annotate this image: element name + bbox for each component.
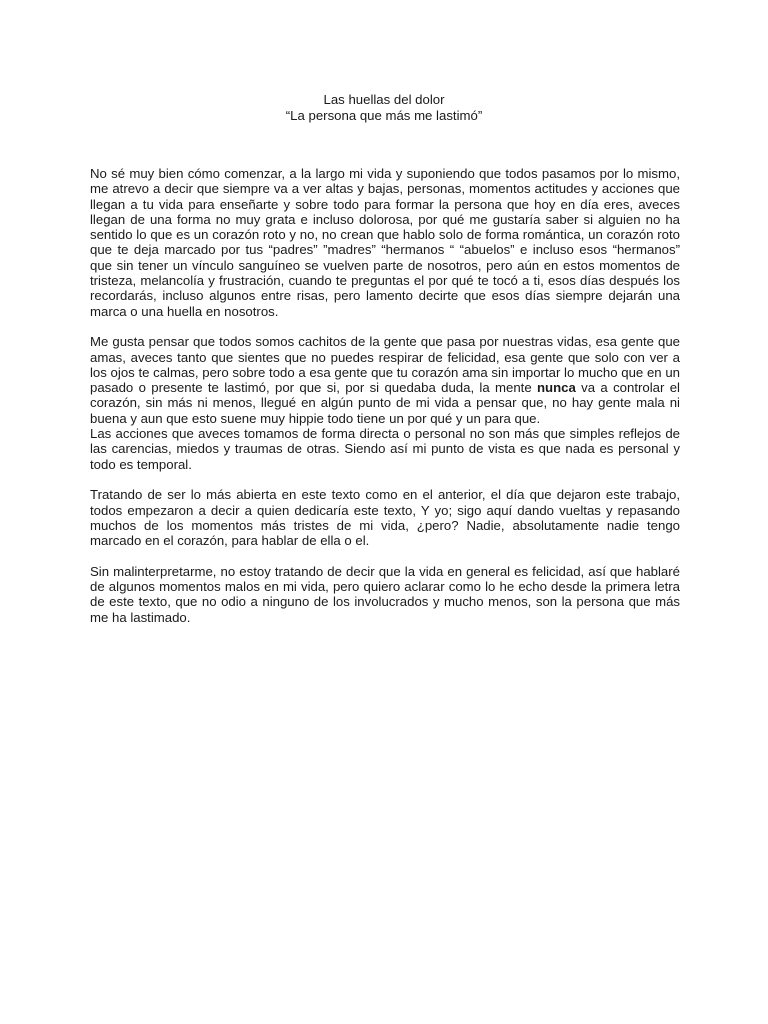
paragraph-2-start: Me gusta pensar que todos somos cachitos de la gente que pasa por nuestras vidas, esa gente que amas, aveces tanto que sientes que no puedes respirar de felicidad, esa gente que solo con ver a los ojos te calmas, pero sobre todo a esa gente que tu corazón ama sin importar lo mucho que en un pasado o presente te lastimó, por que si, por si quedaba duda, la mente bbox=[90, 334, 680, 396]
document-title: Las huellas del dolor bbox=[323, 92, 445, 107]
paragraph-3: Las acciones que aveces tomamos de forma directa o personal no son más que simples reflejos de las carencias, miedos y traumas de otras. Siendo así mi punto de vista es que nada es personal y todo es temporal. bbox=[90, 426, 680, 472]
paragraph-2 bbox=[90, 334, 680, 426]
paragraph-1: No sé muy bien cómo comenzar, a la largo mi vida y suponiendo que todos pasamos por lo mismo, me atrevo a decir que siempre va a ver altas y bajas, personas, momentos actitudes y acciones que llegan a tu vida para enseñarte y sobre todo para formar la persona que hoy en día eres, aveces llegan de una forma no muy grata e incluso dolorosa, por qué me gustaría saber si alguien no ha sentido lo que es un corazón roto y no, no crean que hablo solo de forma romántica, un corazón roto que te deja marcado por tus “padres” ”madres” “hermanos “ “abuelos” e incluso esos “hermanos” que sin tener un vínculo sanguíneo se vuelven parte de nosotros, pero aún en estos momentos de tristeza, melancolía y frustración, cuando te preguntas el por qué te tocó a ti, esos días después los recordarás, incluso algunos entre risas, pero lamento decirte que esos días siempre dejarán una marca o una huella en nosotros. bbox=[90, 166, 680, 319]
paragraph-5: Sin malinterpretarme, no estoy tratando de decir que la vida en general es felicidad, así que hablaré de algunos momentos malos en mi vida, pero quiero aclarar como lo he echo desde la primera letra de este texto, que no odio a ninguno de los involucrados y mucho menos, son la persona que más me ha lastimado. bbox=[90, 563, 680, 625]
title-block bbox=[0, 92, 768, 124]
document-subtitle: “La persona que más me lastimó” bbox=[285, 108, 483, 123]
paragraph-2-end: va a controlar el corazón, sin más ni menos, llegué en algún punto de mi vida a pensar que, no hay gente mala ni buena y aun que esto suene muy hippie todo tiene un por qué y un para que. bbox=[90, 380, 680, 426]
emphasis-word: nunca bbox=[537, 380, 576, 396]
paragraph-4: Tratando de ser lo más abierta en este texto como en el anterior, el día que dejaron este trabajo, todos empezaron a decir a quien dedicaría este texto, Y yo; sigo aquí dando vueltas y repasando muchos de los momentos más tristes de mi vida, ¿pero? Nadie, absolutamente nadie tengo marcado en el corazón, para hablar de ella o el. bbox=[90, 487, 680, 549]
document-body bbox=[90, 166, 680, 640]
